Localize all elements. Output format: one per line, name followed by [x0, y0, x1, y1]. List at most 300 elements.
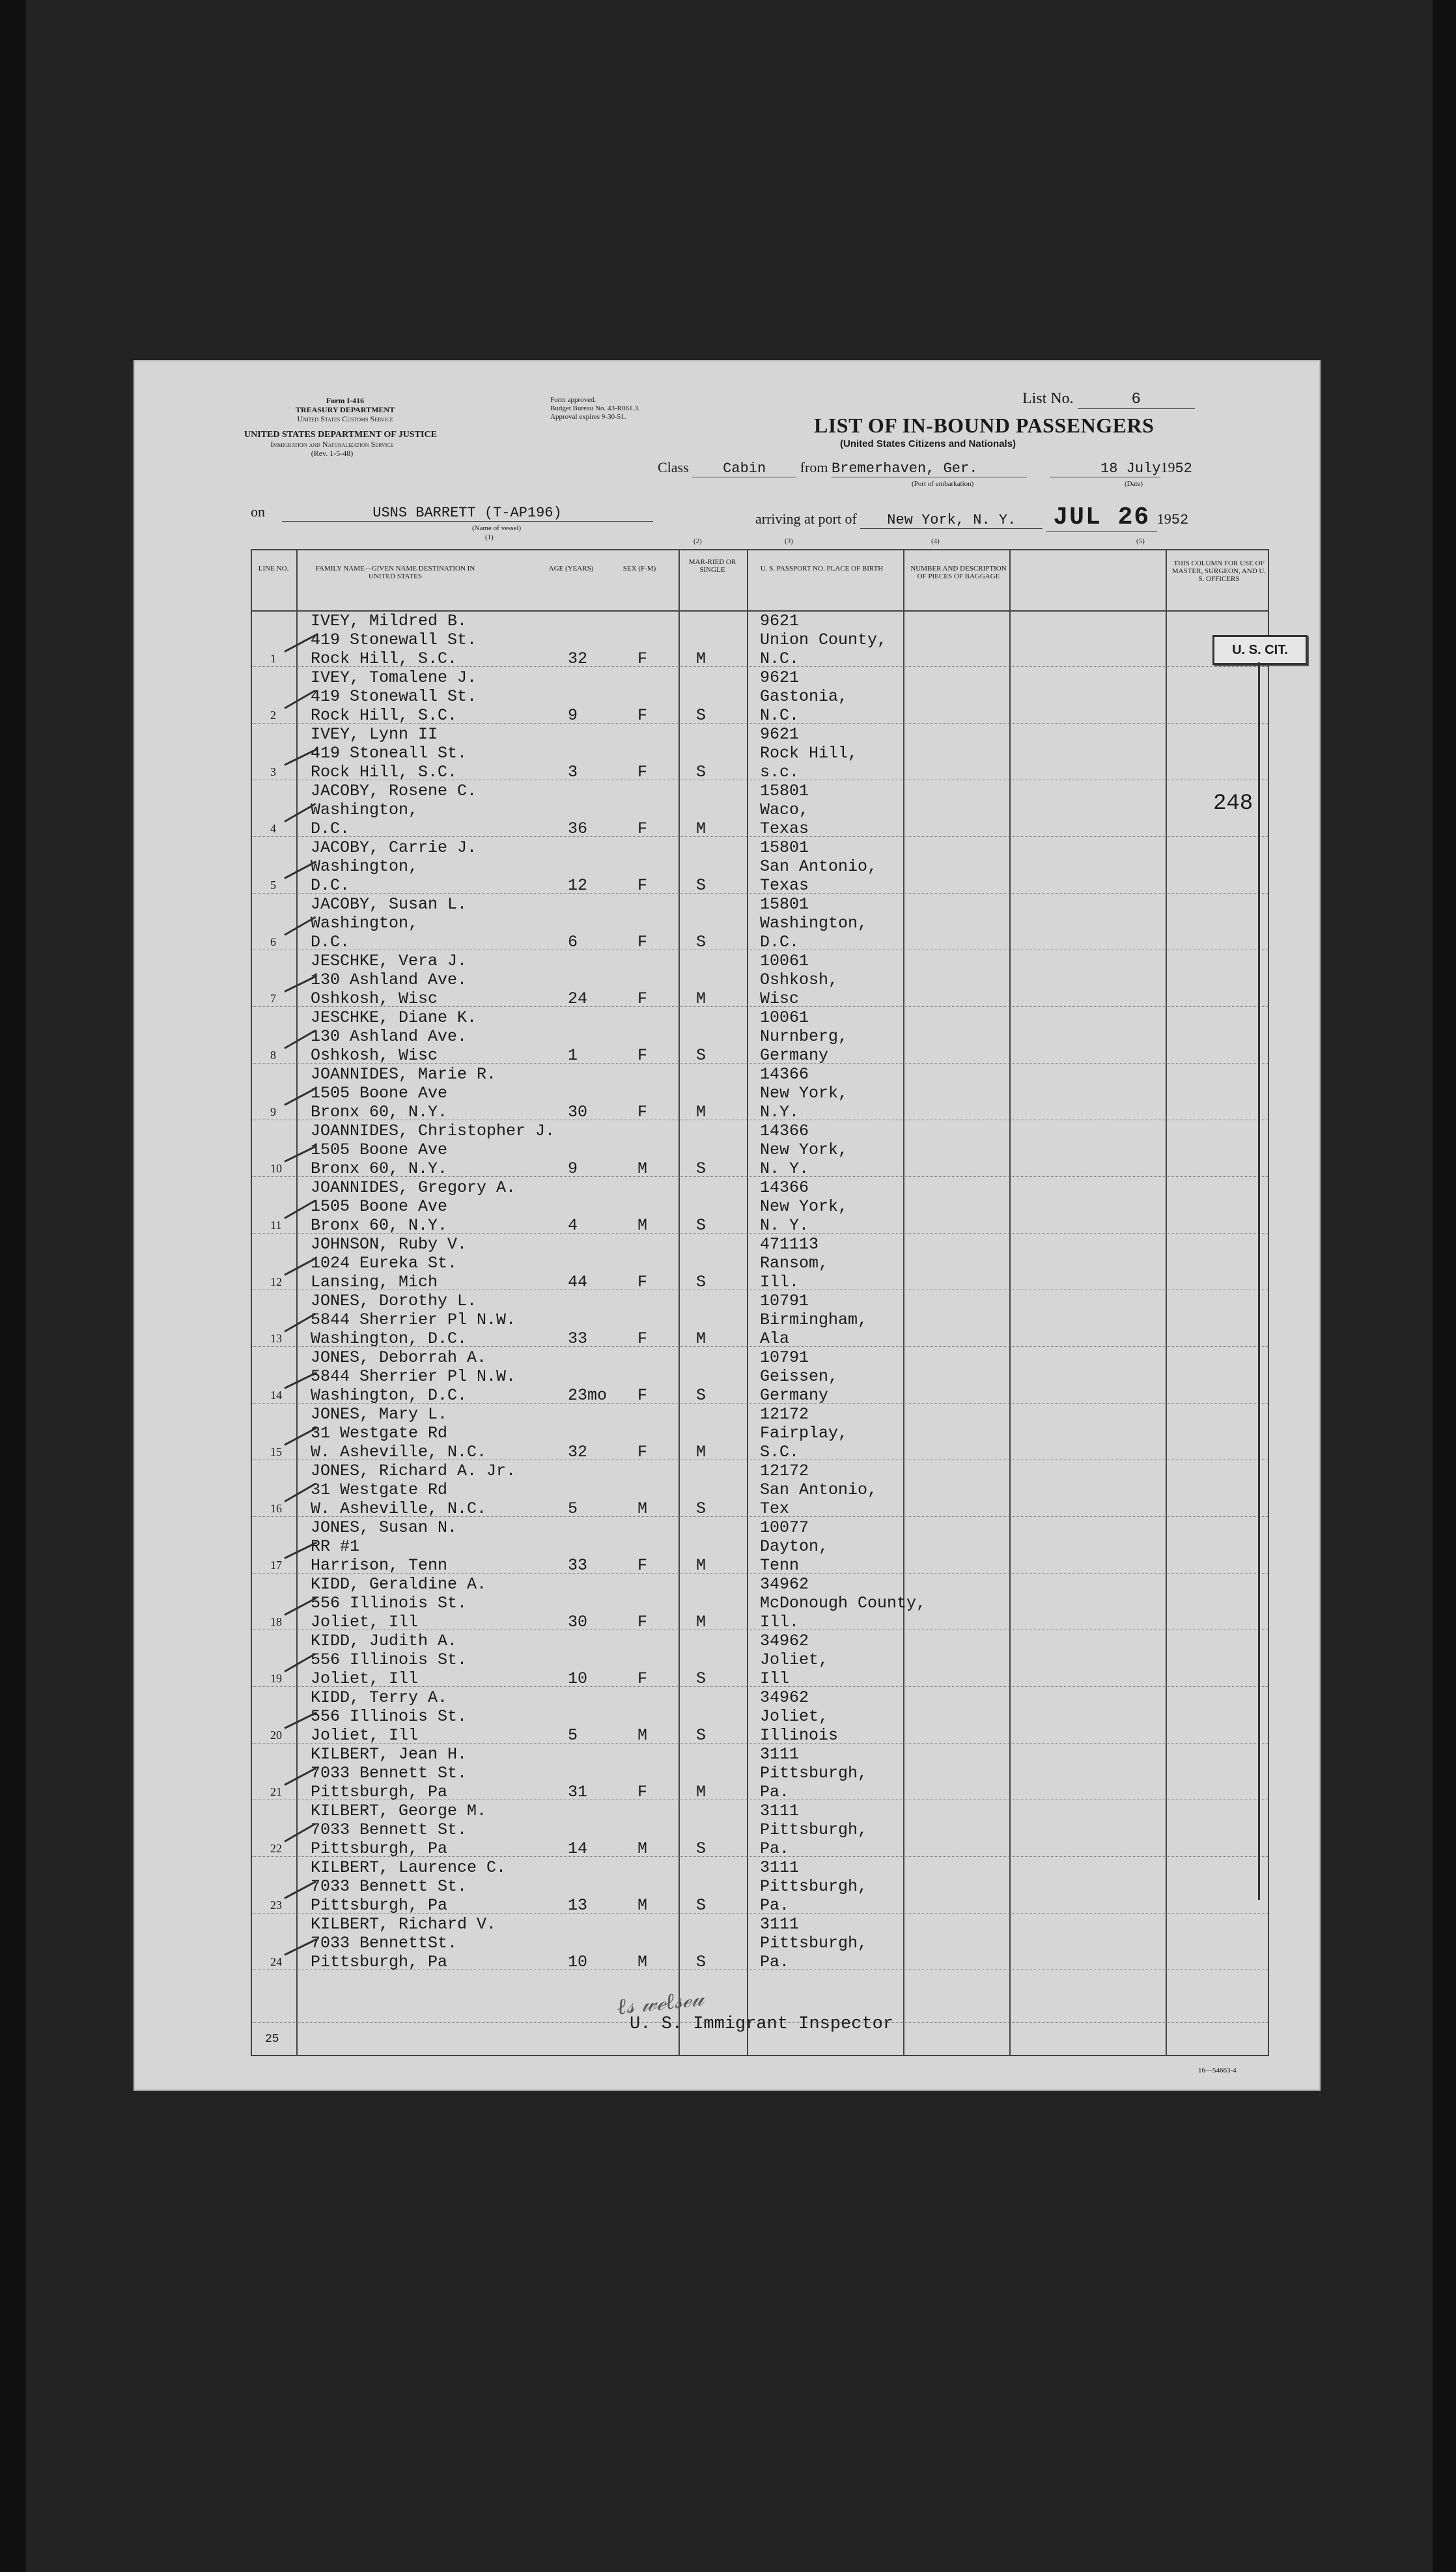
- birthplace-line2: N. Y.: [760, 1159, 809, 1178]
- passenger-city: Pittsburgh, Pa: [311, 1953, 448, 1971]
- passenger-age: 23mo: [568, 1386, 608, 1405]
- passenger-address: 419 Stoneall St.: [311, 744, 468, 763]
- passenger-marital: S: [696, 1216, 707, 1235]
- col-num-baggage: (4): [931, 537, 940, 545]
- passenger-city: Rock Hill, S.C.: [311, 763, 458, 782]
- table-row: [252, 1630, 1294, 1687]
- passenger-sex: F: [637, 933, 648, 952]
- table-row: [252, 1177, 1294, 1234]
- revision-label: (Rev. 1-5-48): [311, 449, 354, 458]
- passenger-name: KILBERT, George M.: [311, 1802, 487, 1820]
- passenger-city: Joliet, Ill: [311, 1669, 419, 1688]
- passport-number: 14366: [760, 1065, 809, 1084]
- passenger-table: [251, 549, 1288, 2056]
- line-number: 13: [270, 1332, 282, 1345]
- passenger-marital: S: [696, 933, 707, 952]
- passenger-address: 556 Illinois St.: [311, 1594, 468, 1613]
- birthplace-line2: Illinois: [760, 1726, 839, 1745]
- passenger-name: IVEY, Mildred B.: [311, 612, 468, 630]
- passport-number: 10791: [760, 1348, 809, 1367]
- table-row: [252, 667, 1294, 724]
- passenger-sex: M: [637, 1839, 648, 1858]
- passenger-age: 32: [568, 649, 588, 668]
- passenger-sex: M: [637, 1726, 648, 1745]
- col-header-sex: SEX (F-M): [623, 565, 656, 572]
- passenger-address: 5844 Sherrier Pl N.W.: [311, 1310, 516, 1329]
- passenger-address: 1505 Boone Ave: [311, 1084, 448, 1103]
- passenger-city: D.C.: [311, 819, 350, 838]
- passenger-city: Pittsburgh, Pa: [311, 1839, 448, 1858]
- line-number: 20: [270, 1729, 282, 1742]
- birthplace-line2: s.c.: [760, 763, 800, 782]
- arriving-label: arriving at port of: [755, 511, 857, 527]
- passenger-marital: M: [696, 1103, 707, 1122]
- passenger-age: 24: [568, 989, 588, 1008]
- passenger-address: 31 Westgate Rd: [311, 1424, 448, 1443]
- inspector-signature: ℓ𝓈 𝓌ℯℓ𝓈ℯ𝓊: [615, 1985, 705, 2020]
- birthplace-line1: Waco,: [760, 800, 809, 819]
- passenger-sex: F: [637, 706, 648, 725]
- vessel-colnum: (1): [485, 533, 494, 541]
- line-number: 1: [270, 652, 276, 665]
- from-label: from: [800, 459, 828, 475]
- passenger-address: 7033 Bennett St.: [311, 1877, 468, 1896]
- passport-number: 3111: [760, 1858, 800, 1877]
- passenger-city: Harrison, Tenn: [311, 1556, 448, 1575]
- passenger-city: Washington, D.C.: [311, 1386, 468, 1405]
- passenger-address: 1024 Eureka St.: [311, 1254, 458, 1273]
- manifest-page: [133, 360, 1321, 2091]
- line-number: 5: [270, 879, 276, 892]
- col-header-married: MAR-RIED OR SINGLE: [688, 558, 736, 574]
- passport-number: 34962: [760, 1688, 809, 1707]
- col-num-passport: (3): [785, 537, 793, 545]
- table-row: [252, 1857, 1294, 1914]
- expiry-label: Approval expires 9-30-51.: [550, 413, 626, 421]
- passenger-sex: F: [637, 1386, 648, 1405]
- inspector-label: U. S. Immigrant Inspector: [630, 2014, 894, 2034]
- passenger-name: IVEY, Lynn II: [311, 725, 438, 744]
- line-number: 21: [270, 1785, 282, 1798]
- birthplace-line1: Geissen,: [760, 1367, 839, 1386]
- table-row: [252, 724, 1294, 780]
- passenger-city: Bronx 60, N.Y.: [311, 1216, 448, 1235]
- birthplace-line1: Union County,: [760, 630, 888, 649]
- passenger-age: 12: [568, 876, 588, 895]
- passenger-marital: S: [696, 1896, 707, 1915]
- passenger-age: 10: [568, 1953, 588, 1971]
- passenger-sex: F: [637, 1556, 648, 1575]
- departure-date: 18 July: [1050, 460, 1160, 477]
- birthplace-line1: San Antonio,: [760, 857, 878, 876]
- list-number-label: List No.: [1022, 390, 1074, 407]
- birthplace-line1: New York,: [760, 1140, 848, 1159]
- arrival-line: [755, 503, 1188, 532]
- passenger-address: Washington,: [311, 914, 419, 933]
- line-number: 17: [270, 1559, 282, 1572]
- birthplace-line2: Ill.: [760, 1273, 800, 1292]
- passenger-address: 7033 Bennett St.: [311, 1820, 468, 1839]
- form-header-justice: [244, 430, 437, 458]
- passenger-address: 556 Illinois St.: [311, 1650, 468, 1669]
- table-row: [252, 1800, 1294, 1857]
- passenger-name: JOANNIDES, Christopher J.: [311, 1122, 555, 1140]
- date-year: 52: [1175, 460, 1192, 477]
- passenger-address: 31 Westgate Rd: [311, 1480, 448, 1499]
- line-number: 24: [270, 1955, 282, 1968]
- passenger-marital: S: [696, 1046, 707, 1065]
- table-row: [252, 1574, 1294, 1630]
- passenger-sex: F: [637, 1046, 648, 1065]
- passport-number: 3111: [760, 1745, 800, 1764]
- passenger-name: JONES, Mary L.: [311, 1405, 448, 1424]
- passenger-city: Rock Hill, S.C.: [311, 706, 458, 725]
- birthplace-line2: Tex: [760, 1499, 790, 1518]
- birthplace-line2: N.C.: [760, 649, 800, 668]
- customs-label: United States Customs Service: [297, 414, 393, 423]
- vessel-caption: (Name of vessel): [472, 524, 522, 532]
- passenger-name: IVEY, Tomalene J.: [311, 668, 477, 687]
- birthplace-line2: N. Y.: [760, 1216, 809, 1235]
- passenger-address: 419 Stonewall St.: [311, 687, 477, 706]
- passenger-sex: M: [637, 1159, 648, 1178]
- date-year-prefix: 19: [1160, 459, 1175, 475]
- passenger-name: JONES, Dorothy L.: [311, 1292, 477, 1310]
- vessel-name: USNS BARRETT (T-AP196): [282, 505, 653, 522]
- col-num-married: (2): [693, 537, 702, 545]
- col-header-officers: THIS COLUMN FOR USE OF MASTER, SURGEON, AND U. S. OFFICERS: [1171, 559, 1267, 583]
- passenger-age: 1: [568, 1046, 578, 1065]
- passenger-city: Washington, D.C.: [311, 1329, 468, 1348]
- birthplace-line2: S.C.: [760, 1443, 800, 1462]
- passenger-marital: M: [696, 1329, 707, 1348]
- birthplace-line2: Pa.: [760, 1953, 790, 1971]
- birthplace-line2: Tenn: [760, 1556, 800, 1575]
- passenger-address: 130 Ashland Ave.: [311, 970, 468, 989]
- birthplace-line2: N.Y.: [760, 1103, 800, 1122]
- passenger-sex: F: [637, 763, 648, 782]
- passenger-sex: F: [637, 819, 648, 838]
- passenger-name: KIDD, Judith A.: [311, 1632, 458, 1650]
- birthplace-line1: Pittsburgh,: [760, 1877, 868, 1896]
- passenger-sex: F: [637, 1783, 648, 1802]
- birthplace-line1: Pittsburgh,: [760, 1934, 868, 1953]
- passport-number: 9621: [760, 668, 800, 687]
- passenger-marital: S: [696, 1273, 707, 1292]
- passenger-age: 14: [568, 1839, 588, 1858]
- passport-number: 15801: [760, 782, 809, 800]
- list-number-block: [1022, 390, 1195, 409]
- table-row: [252, 1064, 1294, 1120]
- citizenship-stamp: U. S. CIT.: [1212, 635, 1308, 665]
- passenger-address: 1505 Boone Ave: [311, 1140, 448, 1159]
- table-row: [252, 1517, 1294, 1574]
- birthplace-line1: New York,: [760, 1197, 848, 1216]
- passport-number: 10061: [760, 952, 809, 970]
- passenger-marital: S: [696, 763, 707, 782]
- passenger-city: Bronx 60, N.Y.: [311, 1103, 448, 1122]
- passenger-name: JONES, Richard A. Jr.: [311, 1462, 516, 1480]
- passenger-age: 30: [568, 1613, 588, 1632]
- birthplace-line2: Germany: [760, 1046, 829, 1065]
- line-number: 11: [270, 1219, 282, 1232]
- passenger-age: 6: [568, 933, 578, 952]
- passenger-age: 32: [568, 1443, 588, 1462]
- passenger-name: JONES, Deborrah A.: [311, 1348, 487, 1367]
- passenger-marital: M: [696, 649, 707, 668]
- passport-number: 10791: [760, 1292, 809, 1310]
- line-number: 10: [270, 1162, 282, 1175]
- passenger-address: Washington,: [311, 857, 419, 876]
- line-number: 7: [270, 992, 276, 1005]
- passenger-sex: F: [637, 1273, 648, 1292]
- passport-number: 34962: [760, 1575, 809, 1594]
- passenger-marital: S: [696, 1499, 707, 1518]
- passenger-name: KILBERT, Jean H.: [311, 1745, 468, 1764]
- approval-block: [550, 396, 639, 421]
- passenger-address: Washington,: [311, 800, 419, 819]
- table-row: [252, 1234, 1294, 1290]
- passenger-address: 556 Illinois St.: [311, 1707, 468, 1726]
- ins-label: Immigration and Naturalization Service: [270, 440, 394, 449]
- birthplace-line2: Wisc: [760, 989, 800, 1008]
- birthplace-line2: D.C.: [760, 933, 800, 952]
- col-header-passport: U. S. PASSPORT NO. PLACE OF BIRTH: [760, 565, 884, 572]
- birthplace-line1: San Antonio,: [760, 1480, 878, 1499]
- col-num-officers: (5): [1136, 537, 1145, 545]
- approval-label: Form approved.: [550, 396, 596, 404]
- passenger-marital: M: [696, 1783, 707, 1802]
- passenger-sex: M: [637, 1216, 648, 1235]
- birthplace-line1: Dayton,: [760, 1537, 829, 1556]
- table-row: [252, 1404, 1294, 1460]
- passenger-marital: S: [696, 1669, 707, 1688]
- arrival-year-prefix: 19: [1156, 511, 1171, 527]
- passenger-name: JACOBY, Susan L.: [311, 895, 468, 914]
- passenger-marital: S: [696, 1953, 707, 1971]
- passenger-city: Oshkosh, Wisc: [311, 1046, 438, 1065]
- passenger-name: KILBERT, Laurence C.: [311, 1858, 507, 1877]
- passenger-marital: M: [696, 819, 707, 838]
- class-label: Class: [658, 459, 689, 475]
- passenger-address: 5844 Sherrier Pl N.W.: [311, 1367, 516, 1386]
- passenger-name: JOANNIDES, Marie R.: [311, 1065, 497, 1084]
- list-number-value: 6: [1078, 391, 1195, 409]
- line-number: 16: [270, 1502, 282, 1515]
- line-number: 3: [270, 765, 276, 778]
- passenger-city: Pittsburgh, Pa: [311, 1783, 448, 1802]
- passenger-name: JOANNIDES, Gregory A.: [311, 1178, 516, 1197]
- birthplace-line2: Ill.: [760, 1613, 800, 1632]
- passenger-age: 10: [568, 1669, 588, 1688]
- table-row: [252, 837, 1294, 894]
- passenger-city: W. Asheville, N.C.: [311, 1499, 487, 1518]
- birthplace-line2: N.C.: [760, 706, 800, 725]
- birthplace-line1: Pittsburgh,: [760, 1820, 868, 1839]
- passenger-sex: F: [637, 876, 648, 895]
- passenger-name: JACOBY, Rosene C.: [311, 782, 477, 800]
- birthplace-line1: New York,: [760, 1084, 848, 1103]
- passenger-age: 30: [568, 1103, 588, 1122]
- embarkation-port: Bremerhaven, Ger.: [832, 460, 1027, 477]
- col-header-age: AGE (YEARS): [548, 565, 594, 572]
- passenger-sex: F: [637, 649, 648, 668]
- passenger-city: Oshkosh, Wisc: [311, 989, 438, 1008]
- line-number: 6: [270, 935, 276, 948]
- passenger-age: 33: [568, 1556, 588, 1575]
- passenger-city: D.C.: [311, 876, 350, 895]
- justice-label: UNITED STATES DEPARTMENT OF JUSTICE: [244, 430, 437, 440]
- annotation-number: 248: [1213, 791, 1253, 816]
- passenger-city: W. Asheville, N.C.: [311, 1443, 487, 1462]
- passenger-name: JESCHKE, Diane K.: [311, 1008, 477, 1027]
- passenger-name: JACOBY, Carrie J.: [311, 838, 477, 857]
- passenger-age: 33: [568, 1329, 588, 1348]
- passenger-marital: S: [696, 1726, 707, 1745]
- embark-caption: (Port of embarkation): [912, 480, 974, 488]
- page-subtitle: (United States Citizens and Nationals): [840, 438, 1016, 449]
- passport-number: 15801: [760, 838, 809, 857]
- table-row: [252, 1007, 1294, 1064]
- col-header-baggage: NUMBER AND DESCRIPTION OF PIECES OF BAGGAGE: [910, 565, 1007, 580]
- passenger-address: 130 Ashland Ave.: [311, 1027, 468, 1046]
- budget-label: Budget Bureau No. 43-R061.3.: [550, 404, 640, 412]
- line-number: 23: [270, 1899, 282, 1912]
- passenger-age: 3: [568, 763, 578, 782]
- passenger-city: Joliet, Ill: [311, 1726, 419, 1745]
- passenger-marital: M: [696, 1613, 707, 1632]
- passport-number: 3111: [760, 1802, 800, 1820]
- passenger-sex: F: [637, 1613, 648, 1632]
- passenger-age: 4: [568, 1216, 578, 1235]
- table-row: [252, 1687, 1294, 1744]
- table-row: [252, 1744, 1294, 1800]
- birthplace-line2: Texas: [760, 819, 809, 838]
- arrival-port: New York, N. Y.: [860, 512, 1043, 529]
- table-row: [252, 1914, 1294, 1970]
- passport-number: 15801: [760, 895, 809, 914]
- passenger-city: Rock Hill, S.C.: [311, 649, 458, 668]
- passenger-city: Pittsburgh, Pa: [311, 1896, 448, 1915]
- birthplace-line1: Joliet,: [760, 1707, 829, 1726]
- passport-number: 471113: [760, 1235, 819, 1254]
- passenger-sex: F: [637, 1443, 648, 1462]
- passenger-name: KILBERT, Richard V.: [311, 1915, 497, 1934]
- birthplace-line1: Washington,: [760, 914, 868, 933]
- passport-number: 10061: [760, 1008, 809, 1027]
- vessel-line: [251, 503, 653, 522]
- passport-number: 9621: [760, 612, 800, 630]
- passport-number: 3111: [760, 1915, 800, 1934]
- passenger-marital: M: [696, 989, 707, 1008]
- line-number: 2: [270, 709, 276, 722]
- birthplace-line2: Pa.: [760, 1783, 790, 1802]
- passport-number: 12172: [760, 1405, 809, 1424]
- stamp-bracket-line: [1258, 662, 1260, 1900]
- line-number: 19: [270, 1672, 282, 1685]
- passport-number: 10077: [760, 1518, 809, 1537]
- passenger-marital: S: [696, 876, 707, 895]
- birthplace-line1: Fairplay,: [760, 1424, 848, 1443]
- on-label: on: [251, 503, 265, 520]
- line-number: 12: [270, 1275, 282, 1288]
- passenger-marital: M: [696, 1556, 707, 1575]
- birthplace-line2: Ill: [760, 1669, 790, 1688]
- birthplace-line2: Germany: [760, 1386, 829, 1405]
- line-number: 4: [270, 822, 276, 835]
- passenger-name: KIDD, Terry A.: [311, 1688, 448, 1707]
- birthplace-line1: Pittsburgh,: [760, 1764, 868, 1783]
- passenger-address: 7033 Bennett St.: [311, 1764, 468, 1783]
- passenger-marital: S: [696, 706, 707, 725]
- passenger-age: 9: [568, 706, 578, 725]
- birthplace-line1: Gastonia,: [760, 687, 848, 706]
- line-number: 9: [270, 1105, 276, 1118]
- passenger-city: D.C.: [311, 933, 350, 952]
- last-line-number: 25: [265, 2033, 279, 2046]
- passport-number: 34962: [760, 1632, 809, 1650]
- passenger-name: KIDD, Geraldine A.: [311, 1575, 487, 1594]
- birthplace-line2: Pa.: [760, 1839, 790, 1858]
- birthplace-line1: Joliet,: [760, 1650, 829, 1669]
- passenger-address: RR #1: [311, 1537, 360, 1556]
- passport-number: 12172: [760, 1462, 809, 1480]
- passenger-city: Lansing, Mich: [311, 1273, 438, 1292]
- class-value: Cabin: [692, 460, 796, 477]
- passenger-sex: M: [637, 1499, 648, 1518]
- passenger-age: 9: [568, 1159, 578, 1178]
- passenger-age: 5: [568, 1499, 578, 1518]
- col-header-name: FAMILY NAME—GIVEN NAME DESTINATION IN UNITED STATES: [315, 565, 475, 580]
- passenger-address: 1505 Boone Ave: [311, 1197, 448, 1216]
- birthplace-line1: Rock Hill,: [760, 744, 858, 763]
- passenger-sex: F: [637, 1103, 648, 1122]
- table-row: [252, 780, 1294, 837]
- form-number: Form I-416: [326, 396, 365, 405]
- passenger-age: 13: [568, 1896, 588, 1915]
- table-row: [252, 950, 1294, 1007]
- birthplace-line2: Ala: [760, 1329, 790, 1348]
- passenger-age: 5: [568, 1726, 578, 1745]
- table-row: [252, 1120, 1294, 1177]
- passenger-marital: S: [696, 1159, 707, 1178]
- passenger-sex: F: [637, 989, 648, 1008]
- passenger-marital: M: [696, 1443, 707, 1462]
- passenger-marital: S: [696, 1839, 707, 1858]
- passenger-name: JESCHKE, Vera J.: [311, 952, 468, 970]
- col-header-line: LINE NO.: [258, 565, 289, 572]
- birthplace-line2: Pa.: [760, 1896, 790, 1915]
- table-row: [252, 610, 1294, 667]
- passenger-address: 7033 BennettSt.: [311, 1934, 458, 1953]
- passenger-marital: S: [696, 1386, 707, 1405]
- passenger-age: 36: [568, 819, 588, 838]
- passenger-sex: F: [637, 1669, 648, 1688]
- date-caption: (Date): [1125, 480, 1143, 488]
- table-row: [252, 1460, 1294, 1517]
- passenger-name: JONES, Susan N.: [311, 1518, 458, 1537]
- birthplace-line1: Nurnberg,: [760, 1027, 848, 1046]
- birthplace-line2: Texas: [760, 876, 809, 895]
- table-row: [252, 1290, 1294, 1347]
- passport-number: 14366: [760, 1122, 809, 1140]
- passenger-age: 44: [568, 1273, 588, 1292]
- passenger-city: Bronx 60, N.Y.: [311, 1159, 448, 1178]
- birthplace-line1: Oshkosh,: [760, 970, 839, 989]
- passenger-name: JOHNSON, Ruby V.: [311, 1235, 468, 1254]
- line-number: 18: [270, 1615, 282, 1628]
- passenger-age: 31: [568, 1783, 588, 1802]
